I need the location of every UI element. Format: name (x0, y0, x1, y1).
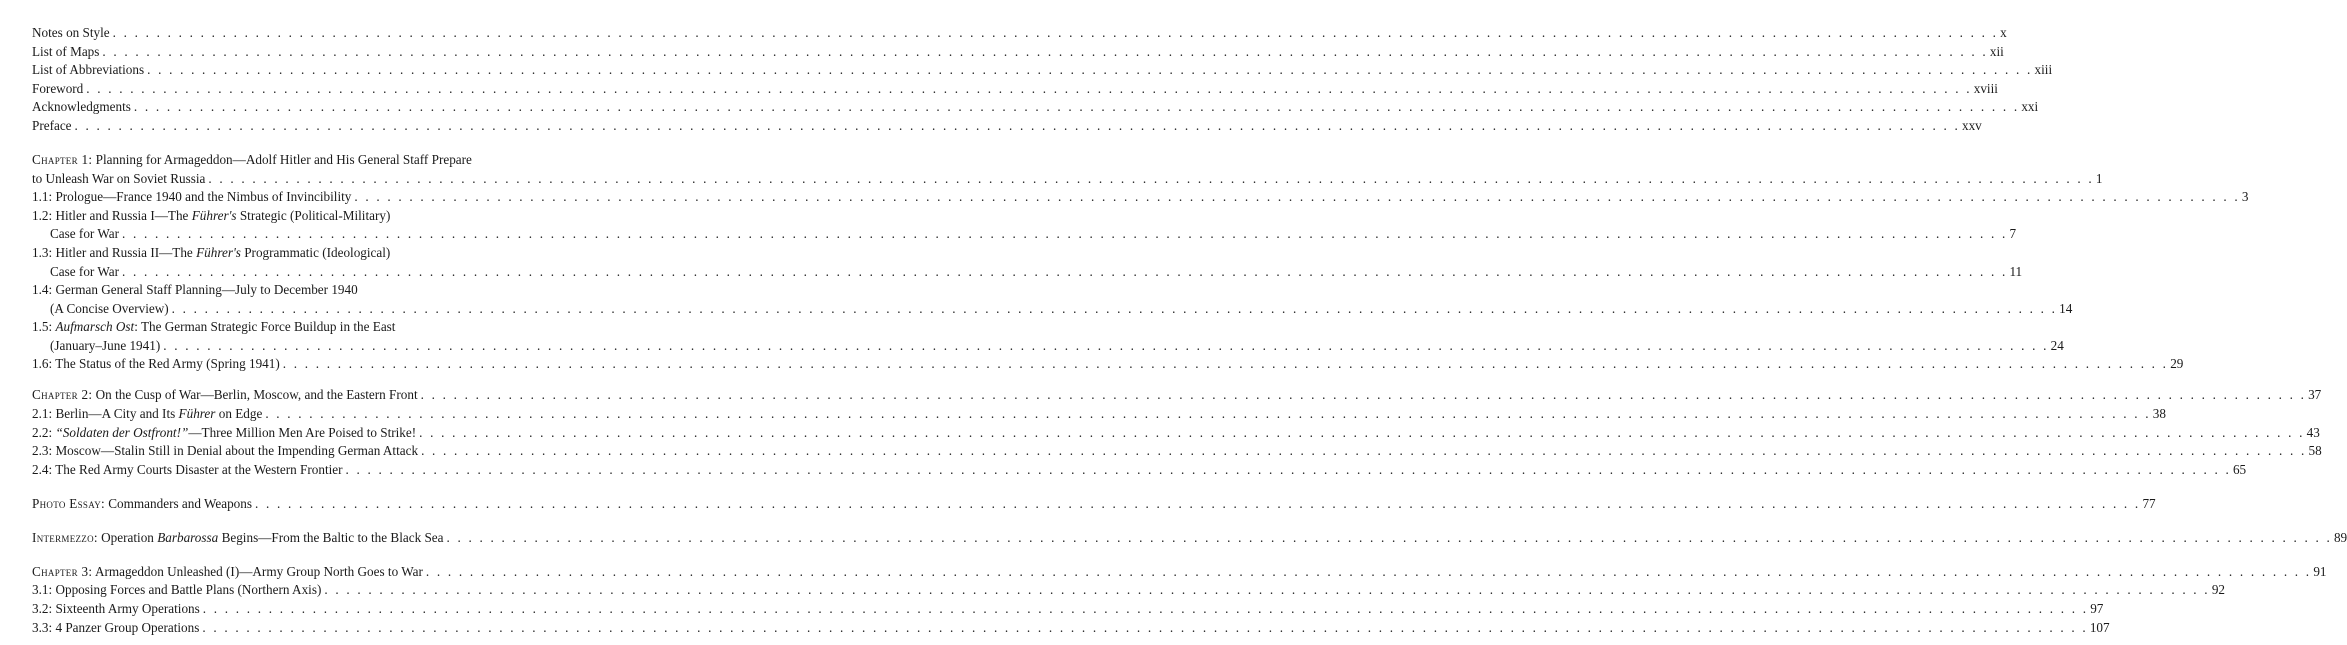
entry-page: 14 (2059, 300, 2073, 316)
toc-entry[interactable] (32, 24, 2007, 43)
entry-page: 91 (2313, 563, 2327, 579)
dot-leader (122, 263, 2007, 282)
dot-leader (426, 563, 2311, 582)
toc-entry-cont[interactable] (32, 300, 2073, 319)
entry-title: The Red Army Courts Disaster at the Western Frontier (55, 461, 343, 477)
chapter-title: On the Cusp of War—Berlin, Moscow, and the Eastern Front (95, 387, 418, 403)
entry-title: Foreword (32, 80, 84, 96)
toc-entry[interactable] (32, 188, 2249, 207)
chapter-2 (32, 386, 2322, 479)
dot-leader (208, 170, 2093, 189)
entry-title: Prologue—France 1940 and the Nimbus of Invincibility (55, 189, 352, 205)
dot-leader (86, 80, 1971, 99)
entry-title: Sixteenth Army Operations (55, 600, 200, 616)
entry-page: 107 (2089, 619, 2110, 635)
chapter-3 (32, 563, 2327, 637)
section-number: 2.2: (32, 424, 53, 440)
toc-entry[interactable] (32, 600, 2104, 619)
entry-page: x (2000, 25, 2007, 40)
dot-leader (134, 98, 2019, 117)
chapter-label: Chapter 2: (32, 387, 93, 403)
dot-leader (255, 495, 2140, 514)
toc-entry[interactable] (32, 461, 2247, 480)
chapter-label: Chapter 3: (32, 563, 93, 579)
toc-entry[interactable] (32, 98, 2039, 117)
chapter-title: Armageddon Unleashed (I)—Army Group North Goes to War (94, 563, 423, 579)
entry-title-cont: Case for War (50, 226, 120, 242)
toc-entry[interactable] (32, 442, 2322, 461)
entry-page: xxv (1961, 117, 1982, 133)
dot-leader (172, 300, 2057, 319)
entry-page: xxi (2021, 99, 2039, 115)
table-of-contents (32, 24, 2347, 637)
dot-leader (75, 117, 1960, 136)
chapter-heading[interactable] (32, 563, 2327, 582)
entry-title-cont: (January–June 1941) (50, 337, 161, 353)
dot-leader (354, 188, 2239, 207)
dot-leader (163, 337, 2048, 356)
dot-leader (421, 442, 2306, 461)
entry-title: Opposing Forces and Battle Plans (Northern Axis) (55, 582, 322, 598)
entry-title: 4 Panzer Group Operations (55, 619, 200, 635)
intermezzo (32, 529, 2347, 548)
entry-page: 65 (2232, 461, 2247, 477)
entry-page: 3 (2241, 189, 2249, 205)
section-number: 2.1: (32, 406, 53, 422)
section-number: 1.3: (32, 244, 53, 260)
entry-page: 89 (2333, 529, 2347, 545)
entry-page: 11 (2009, 263, 2023, 279)
dot-leader (447, 529, 2332, 548)
section-number: 2.4: (32, 461, 53, 477)
chapter-title: Commanders and Weapons (108, 495, 252, 511)
entry-title: List of Maps (32, 43, 100, 59)
section-number: 3.3: (32, 619, 53, 635)
toc-entry[interactable]: 1.5: Aufmarsch Ost: The German Strategic Force Buildup in the East (32, 319, 396, 335)
dot-leader (324, 581, 2209, 600)
toc-entry[interactable] (32, 43, 2004, 62)
chapter-heading[interactable] (32, 386, 2322, 405)
entry-page: xiii (2034, 62, 2053, 78)
dot-leader (122, 225, 2007, 244)
section-number: 1.4: (32, 282, 53, 298)
toc-entry[interactable] (32, 619, 2110, 638)
entry-page: 1 (2095, 170, 2103, 186)
dot-leader (346, 461, 2231, 480)
toc-entry[interactable] (32, 117, 1982, 136)
toc-entry[interactable] (32, 61, 2053, 80)
entry-title: Acknowledgments (32, 99, 131, 115)
entry-page: xii (1989, 43, 2004, 59)
entry-title: Preface (32, 117, 72, 133)
toc-entry[interactable] (32, 80, 1998, 99)
chapter-label: Intermezzo: (32, 529, 98, 545)
entry-title: Notes on Style (32, 25, 110, 40)
entry-page: 92 (2211, 582, 2225, 598)
dot-leader (265, 405, 2150, 424)
section-number: 1.6: (32, 356, 53, 372)
entry-title: Moscow—Stalin Still in Denial about the Impending German Attack (55, 443, 419, 459)
entry-title: List of Abbreviations (32, 62, 145, 78)
chapter-heading[interactable] (32, 151, 516, 170)
dot-leader (421, 386, 2306, 405)
toc-entry-cont[interactable] (32, 225, 2017, 244)
dot-leader (147, 61, 2032, 80)
chapter-label: Photo Essay: (32, 495, 105, 511)
toc-entry[interactable] (32, 355, 2184, 374)
dot-leader (202, 619, 2087, 638)
section-number: 2.3: (32, 443, 53, 459)
chapter-title: Planning for Armageddon—Adolf Hitler and His General Staff Prepare (95, 151, 472, 167)
chapter-heading[interactable] (32, 495, 2156, 514)
toc-entry[interactable] (32, 581, 2225, 600)
entry-page: xviii (1973, 80, 1998, 96)
chapter-heading-cont[interactable] (32, 170, 2103, 189)
entry-title: German General Staff Planning—July to December 1940 (55, 282, 358, 298)
toc-entry-cont[interactable] (32, 337, 2064, 356)
entry-page: 58 (2308, 443, 2322, 459)
entry-page: 77 (2142, 495, 2156, 511)
section-number: 1.1: (32, 189, 53, 205)
dot-leader (102, 43, 1987, 62)
toc-entry[interactable]: 2.1: Berlin—A City and Its Führer on Edge . . . 38 (32, 405, 516, 424)
entry-page: 24 (2050, 337, 2064, 353)
dot-leader (283, 355, 2168, 374)
entry-page: 43 (2306, 424, 2320, 440)
front-matter (32, 24, 2053, 136)
entry-page: 97 (2090, 600, 2104, 616)
section-number: 3.1: (32, 582, 53, 598)
entry-page: 38 (2152, 406, 2166, 422)
entry-title: The Status of the Red Army (Spring 1941) (55, 356, 280, 372)
toc-entry[interactable] (32, 281, 516, 300)
toc-entry[interactable]: 1.3: Hitler and Russia II—The Führer's Programmatic (Ideological) (32, 244, 391, 260)
entry-page: 7 (2009, 226, 2017, 242)
entry-page: 29 (2170, 356, 2184, 372)
dot-leader (113, 24, 1998, 43)
toc-entry-cont[interactable] (32, 263, 2023, 282)
chapter-label: Chapter 1: (32, 151, 93, 167)
chapter-title-cont: to Unleash War on Soviet Russia (32, 170, 206, 186)
chapter-1 (32, 151, 2249, 374)
photo-essay (32, 495, 2156, 514)
entry-title-cont: Case for War (50, 263, 120, 279)
section-number: 1.5: (32, 319, 53, 335)
toc-entry[interactable]: 2.2: “Soldaten der Ostfront!”—Three Million Men Are Poised to Strike! . . . 43 (32, 424, 516, 443)
section-number: 3.2: (32, 600, 53, 616)
section-number: 1.2: (32, 207, 53, 223)
dot-leader (419, 424, 2304, 443)
entry-title-cont: (A Concise Overview) (50, 300, 169, 316)
toc-entry[interactable]: 1.2: Hitler and Russia I—The Führer's Strategic (Political-Military) (32, 207, 391, 223)
chapter-heading[interactable]: Intermezzo: Operation Barbarossa Begins—From the Baltic to the Black Sea . . . 89 (32, 529, 516, 548)
entry-page: 37 (2308, 387, 2322, 403)
dot-leader (203, 600, 2088, 619)
